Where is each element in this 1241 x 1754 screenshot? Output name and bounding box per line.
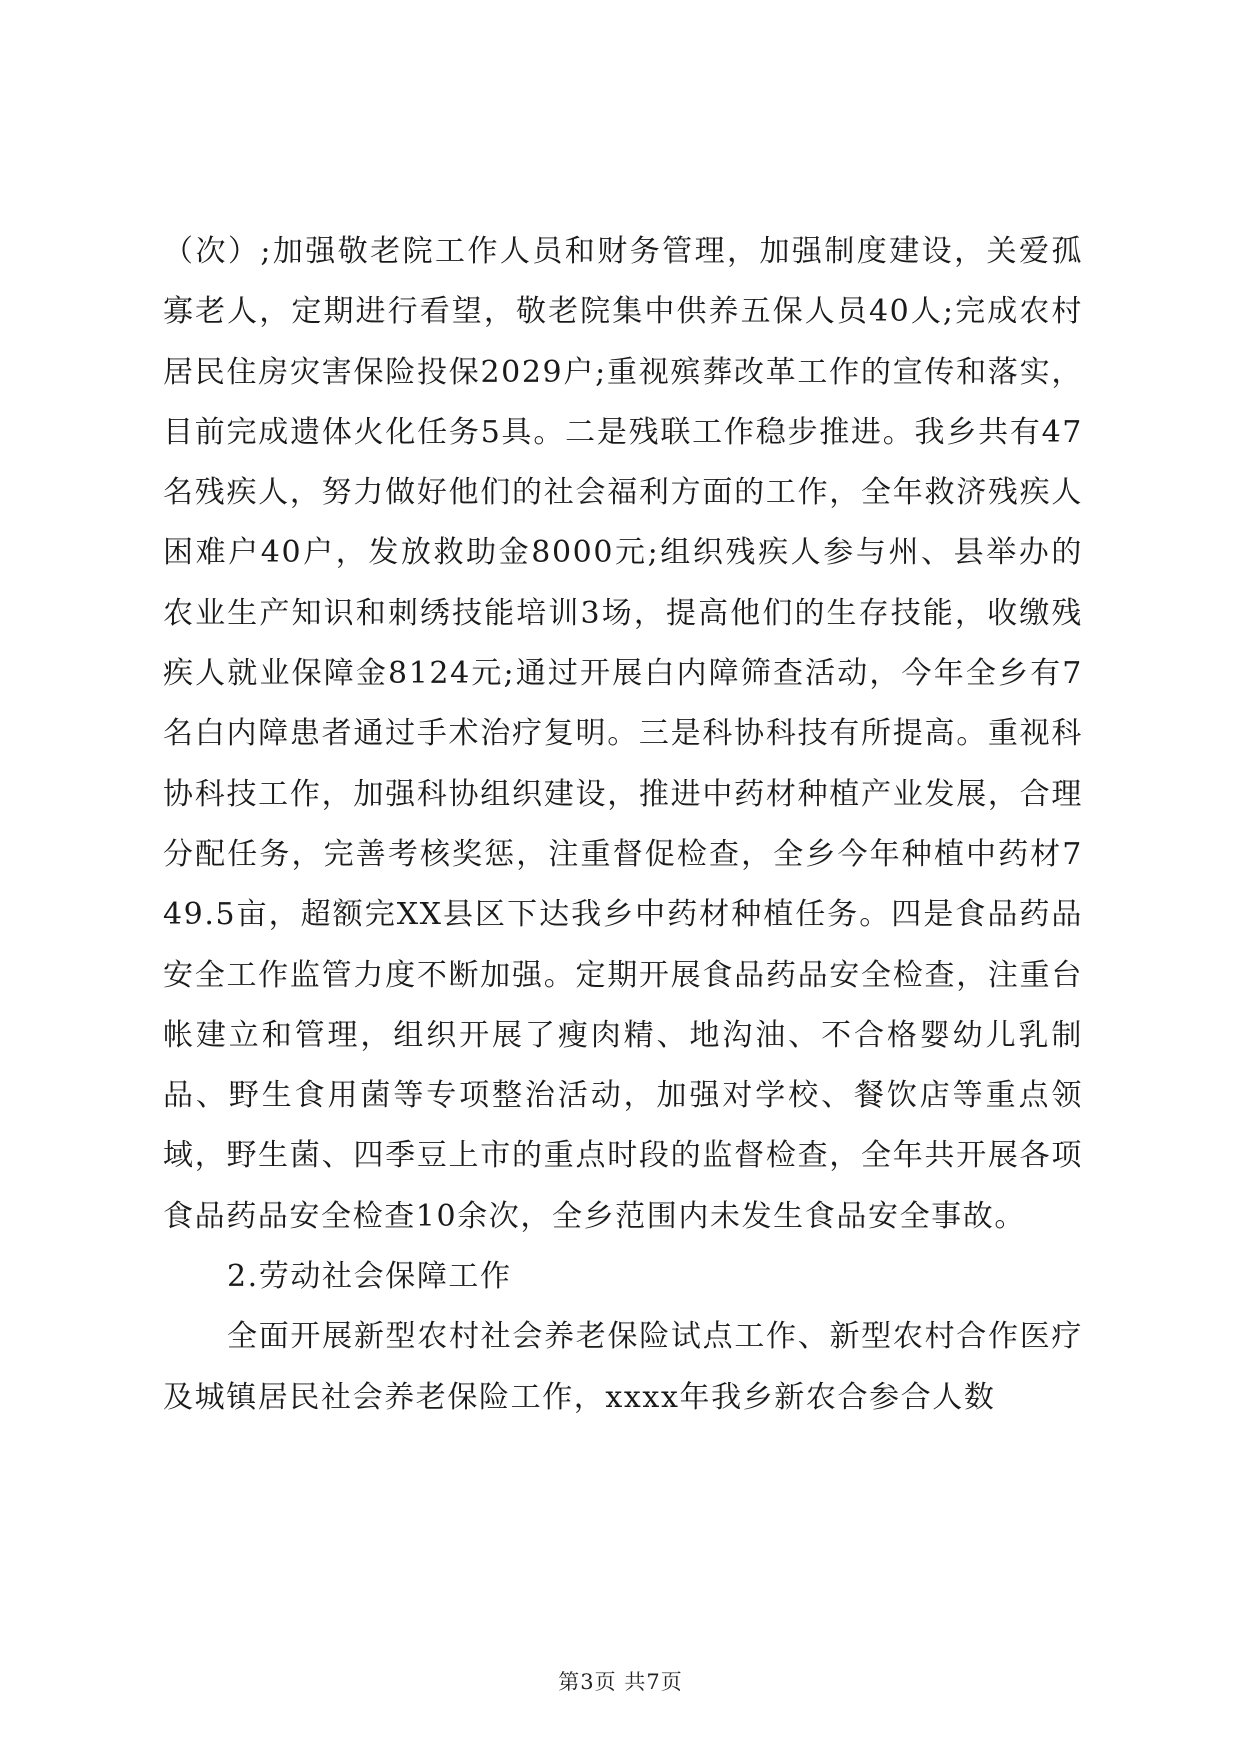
- paragraph-pension-insurance: 全面开展新型农村社会养老保险试点工作、新型农村合作医疗及城镇居民社会养老保险工作，xxxx年我乡新农合参合人数: [163, 1319, 1083, 1415]
- document-body: [163, 222, 1083, 1428]
- page-footer: 第3页 共7页: [558, 1670, 683, 1694]
- paragraph-continuation: （次）;加强敬老院工作人员和财务管理，加强制度建设，关爱孤寡老人，定期进行看望，敬老院集中供养五保人员40人;完成农村居民住房灾害保险投保2029户;重视殡葬改革工作的宣传和落实，目前完成遗体火化任务5具。二是残联工作稳步推进。我乡共有47名残疾人，努力做好他们的社会福利方面的工作，全年救济残疾人困难户40户，发放救助金8000元;组织残疾人参与州、县举办的农业生产知识和刺绣技能培训3场，提高他们的生存技能，收缴残疾人就业保障金8124元;通过开展白内障筛查活动，今年全乡有7名白内障患者通过手术治疗复明。三是科协科技有所提高。重视科协科技工作，加强科协组织建设，推进中药材种植产业发展，合理分配任务，完善考核奖惩，注重督促检查，全乡今年种植中药材749.5亩，超额完XX县区下达我乡中药材种植任务。四是食品药品安全工作监管力度不断加强。定期开展食品药品安全检查，注重台帐建立和管理，组织开展了瘦肉精、地沟油、不合格婴幼儿乳制品、野生食用菌等专项整治活动，加强对学校、餐饮店等重点领域，野生菌、四季豆上市的重点时段的监督检查，全年共开展各项食品药品安全检查10余次，全乡范围内未发生食品安全事故。: [163, 234, 1083, 1234]
- section-heading: 2.劳动社会保障工作: [227, 1259, 512, 1295]
